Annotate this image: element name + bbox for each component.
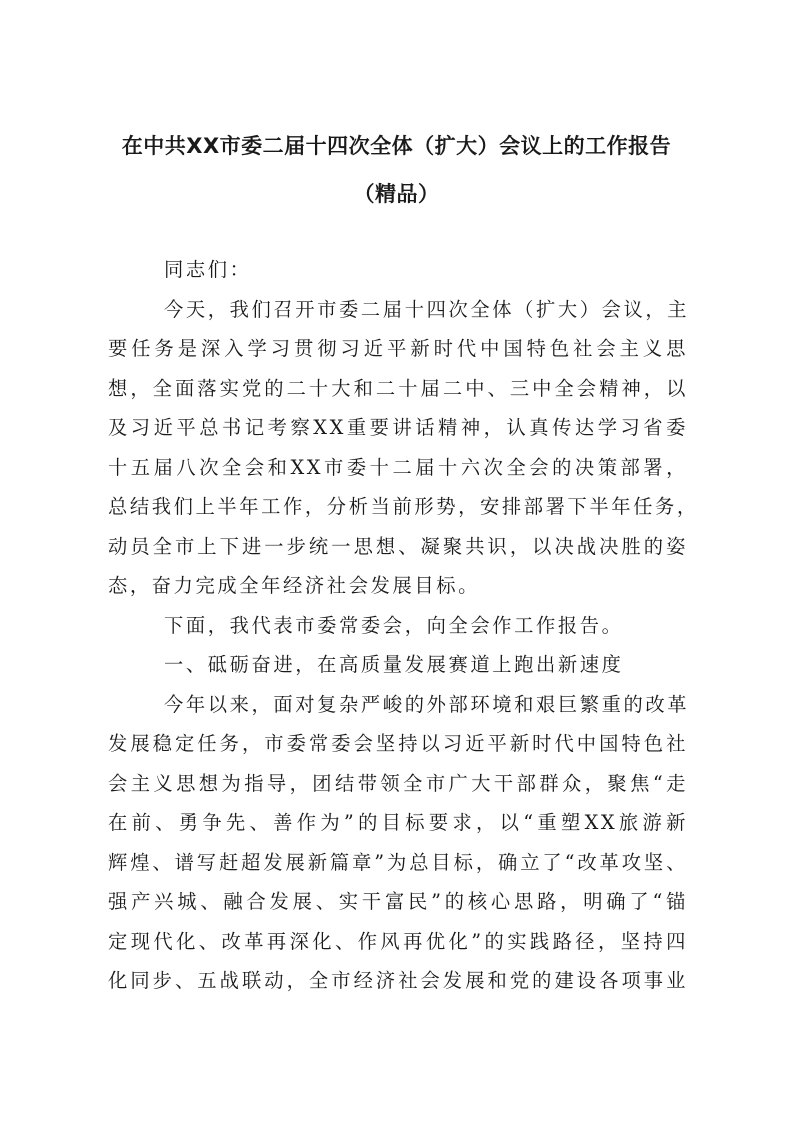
document-title: 在中共XX市委二届十四次全体（扩大）会议上的工作报告 xyxy=(121,134,672,158)
paragraph-line: 想，全面落实党的二十大和二十届二中、三中全会精神，以 xyxy=(108,376,688,400)
paragraph-line: 要任务是深入学习贯彻习近平新时代中国特色社会主义思 xyxy=(108,337,688,360)
paragraph-line: 今年以来，面对复杂严峻的外部环境和艰巨繁重的改革 xyxy=(164,692,690,716)
paragraph-line: 今天，我们召开市委二届十四次全体（扩大）会议，主 xyxy=(164,297,690,321)
paragraph-line: 在前、勇争先、善作为”的目标要求，以“重塑XX旅游新 xyxy=(108,811,688,834)
paragraph-line: 总结我们上半年工作，分析当前形势，安排部署下半年任务， xyxy=(108,495,699,518)
paragraph-line: 十五届八次全会和XX市委十二届十六次全会的决策部署， xyxy=(108,455,688,479)
salutation-line: 同志们： xyxy=(164,258,252,281)
paragraph-line: 发展稳定任务，市委常委会坚持以习近平新时代中国特色社 xyxy=(108,732,688,755)
paragraph-line: 辉煌、谱写赶超发展新篇章”为总目标，确立了“改革攻坚、 xyxy=(108,850,688,874)
paragraph-line: 动员全市上下进一步统一思想、凝聚共识，以决战决胜的姿 xyxy=(108,534,688,558)
paragraph-line: 强产兴城、融合发展、实干富民”的核心思路，明确了“锚 xyxy=(108,890,688,913)
paragraph-line: 定现代化、改革再深化、作风再优化”的实践路径，坚持四 xyxy=(108,929,688,953)
section-heading: 一、砥砺奋进，在高质量发展赛道上跑出新速度 xyxy=(164,653,624,676)
paragraph-line: 态，奋力完成全年经济社会发展目标。 xyxy=(108,574,480,597)
paragraph-line: 化同步、五战联动，全市经济社会发展和党的建设各项事业 xyxy=(108,969,688,992)
paragraph-line: 下面，我代表市委常委会，向全会作工作报告。 xyxy=(164,613,624,637)
paragraph-line: 会主义思想为指导，团结带领全市广大干部群众，聚焦“走 xyxy=(108,771,688,795)
paragraph-line: 及习近平总书记考察XX重要讲话精神，认真传达学习省委 xyxy=(108,416,688,439)
document-subtitle: （精品） xyxy=(353,182,440,206)
document-body xyxy=(108,250,699,1001)
